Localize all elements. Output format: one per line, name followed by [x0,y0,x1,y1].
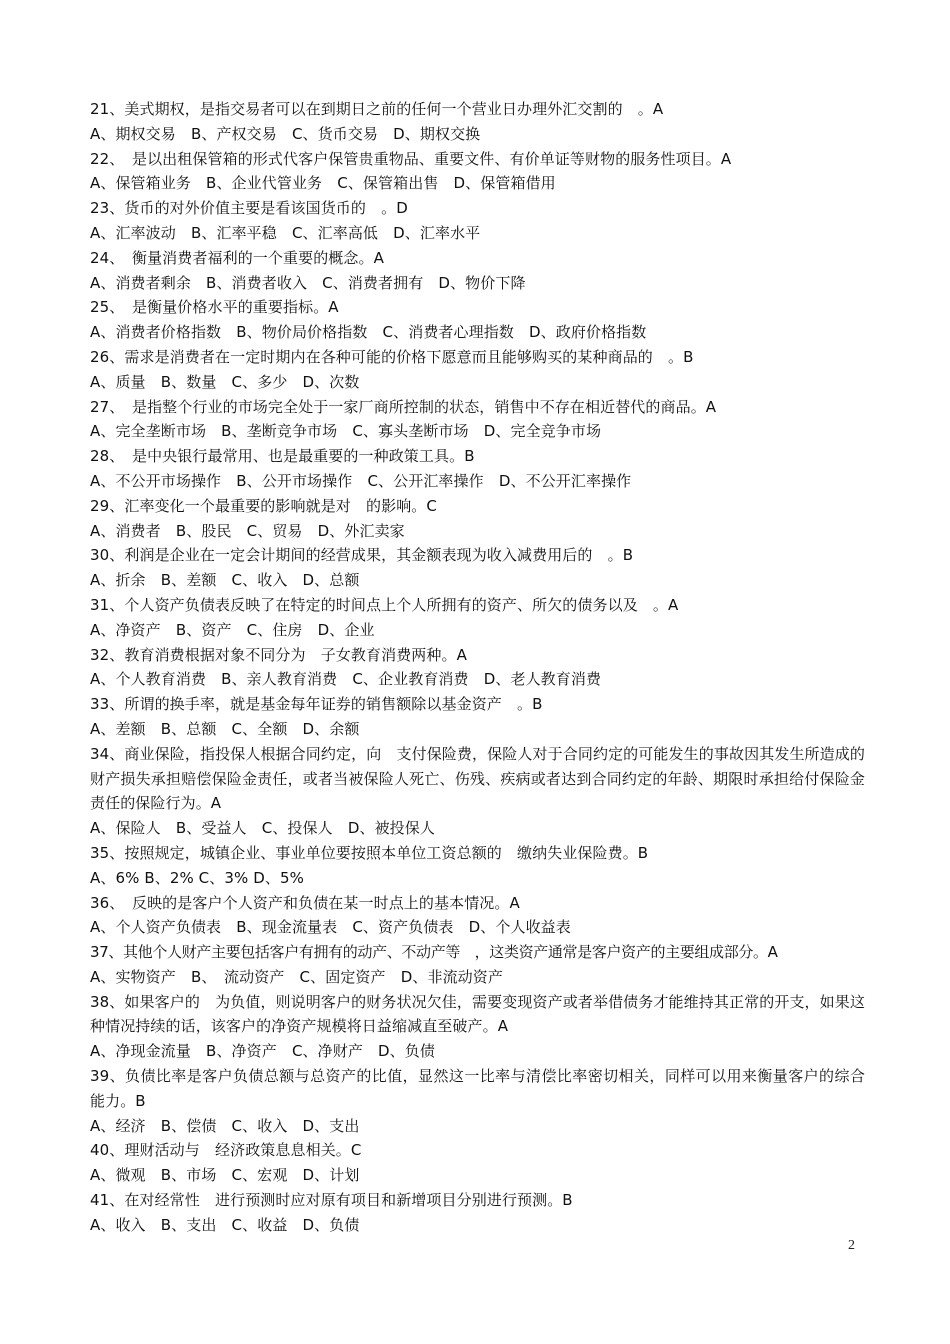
question-41: 41、在对经常性 进行预测时应对原有项目和新增项目分别进行预测。B [90,1191,573,1210]
question-26: 26、需求是消费者在一定时期内在各种可能的价格下愿意而且能够购买的某种商品的 。B [90,347,694,366]
question-23: 23、货币的对外价值主要是看该国货币的 。D [90,199,408,218]
options-22: A、保管箱业务 B、企业代管业务 C、保管箱出售 D、保管箱借用 [90,174,556,193]
question-34: 34、商业保险，指投保人根据合同约定，向 支付保险费，保险人对于合同约定的可能发生的事故因其发生所造成的财产损失承担赔偿保险金责任，或者当被保险人死亡、伤残、疾病或者达到合同约定的年龄、期限时承担给付保险金责任的保险行为。A [90,744,865,813]
options-37: A、实物资产 B、 流动资产 C、固定资产 D、非流动资产 [90,967,503,986]
question-32: 32、教育消费根据对象不同分为 子女教育消费两种。A [90,645,467,664]
options-27: A、完全垄断市场 B、垄断竞争市场 C、寡头垄断市场 D、完全竞争市场 [90,422,602,441]
question-28: 28、 是中央银行最常用、也是最重要的一种政策工具。B [90,447,475,466]
question-list [90,97,881,1238]
page-number: 2 [848,1238,855,1253]
question-37: 37、其他个人财产主要包括客户有拥有的动产、不动产等 ，这类资产通常是客户资产的主要组成部分。A [90,943,778,962]
options-31: A、净资产 B、资产 C、住房 D、企业 [90,620,375,639]
question-25: 25、 是衡量价格水平的重要指标。A [90,298,339,317]
options-33: A、差额 B、总额 C、全额 D、余额 [90,719,360,738]
question-30: 30、利润是企业在一定会计期间的经营成果，其金额表现为收入减费用后的 。B [90,546,634,565]
options-30: A、折余 B、差额 C、收入 D、总额 [90,571,360,590]
options-28: A、不公开市场操作 B、公开市场操作 C、公开汇率操作 D、不公开汇率操作 [90,471,632,490]
options-26: A、质量 B、数量 C、多少 D、次数 [90,372,360,391]
options-29: A、消费者 B、股民 C、贸易 D、外汇卖家 [90,521,405,540]
options-23: A、汇率波动 B、汇率平稳 C、汇率高低 D、汇率水平 [90,223,481,242]
question-31: 31、个人资产负债表反映了在特定的时间点上个人所拥有的资产、所欠的债务以及 。A [90,595,679,614]
question-38: 38、如果客户的 为负值，则说明客户的财务状况欠佳，需要变现资产或者举借债务才能维持其正常的开支，如果这种情况持续的话，该客户的净资产规模将日益缩减直至破产。A [90,992,865,1036]
options-35: A、6% B、2% C、3% D、5% [90,868,304,887]
question-40: 40、理财活动与 经济政策息息相关。C [90,1141,362,1160]
options-32: A、个人教育消费 B、亲人教育消费 C、企业教育消费 D、老人教育消费 [90,670,602,689]
question-27: 27、 是指整个行业的市场完全处于一家厂商所控制的状态，销售中不存在相近替代的商品。A [90,397,717,416]
options-24: A、消费者剩余 B、消费者收入 C、消费者拥有 D、物价下降 [90,273,526,292]
options-41: A、收入 B、支出 C、收益 D、负债 [90,1215,360,1234]
options-36: A、个人资产负债表 B、现金流量表 C、资产负债表 D、个人收益表 [90,918,571,937]
question-33: 33、所谓的换手率，就是基金每年证券的销售额除以基金资产 。B [90,695,543,714]
question-36: 36、 反映的是客户个人资产和负债在某一时点上的基本情况。A [90,893,520,912]
options-39: A、经济 B、偿债 C、收入 D、支出 [90,1116,360,1135]
question-21: 21、美式期权，是指交易者可以在到期日之前的任何一个营业日办理外汇交割的 。A [90,100,664,118]
question-35: 35、按照规定，城镇企业、事业单位要按照本单位工资总额的 缴纳失业保险费。B [90,843,649,862]
options-34: A、保险人 B、受益人 C、投保人 D、被投保人 [90,819,435,838]
question-39: 39、负债比率是客户负债总额与总资产的比值，显然这一比率与清偿比率密切相关，同样可以用来衡量客户的综合 能力。B [90,1067,881,1110]
options-25: A、消费者价格指数 B、物价局价格指数 C、消费者心理指数 D、政府价格指数 [90,323,647,342]
question-24: 24、 衡量消费者福利的一个重要的概念。A [90,248,384,267]
question-22: 22、 是以出租保管箱的形式代客户保管贵重物品、重要文件、有价单证等财物的服务性项目。A [90,149,732,168]
question-29: 29、汇率变化一个最重要的影响就是对 的影响。C [90,496,437,515]
options-40: A、微观 B、市场 C、宏观 D、计划 [90,1166,360,1185]
options-38: A、净现金流量 B、净资产 C、净财产 D、负债 [90,1042,435,1061]
options-21: A、期权交易 B、产权交易 C、货币交易 D、期权交换 [90,124,481,143]
